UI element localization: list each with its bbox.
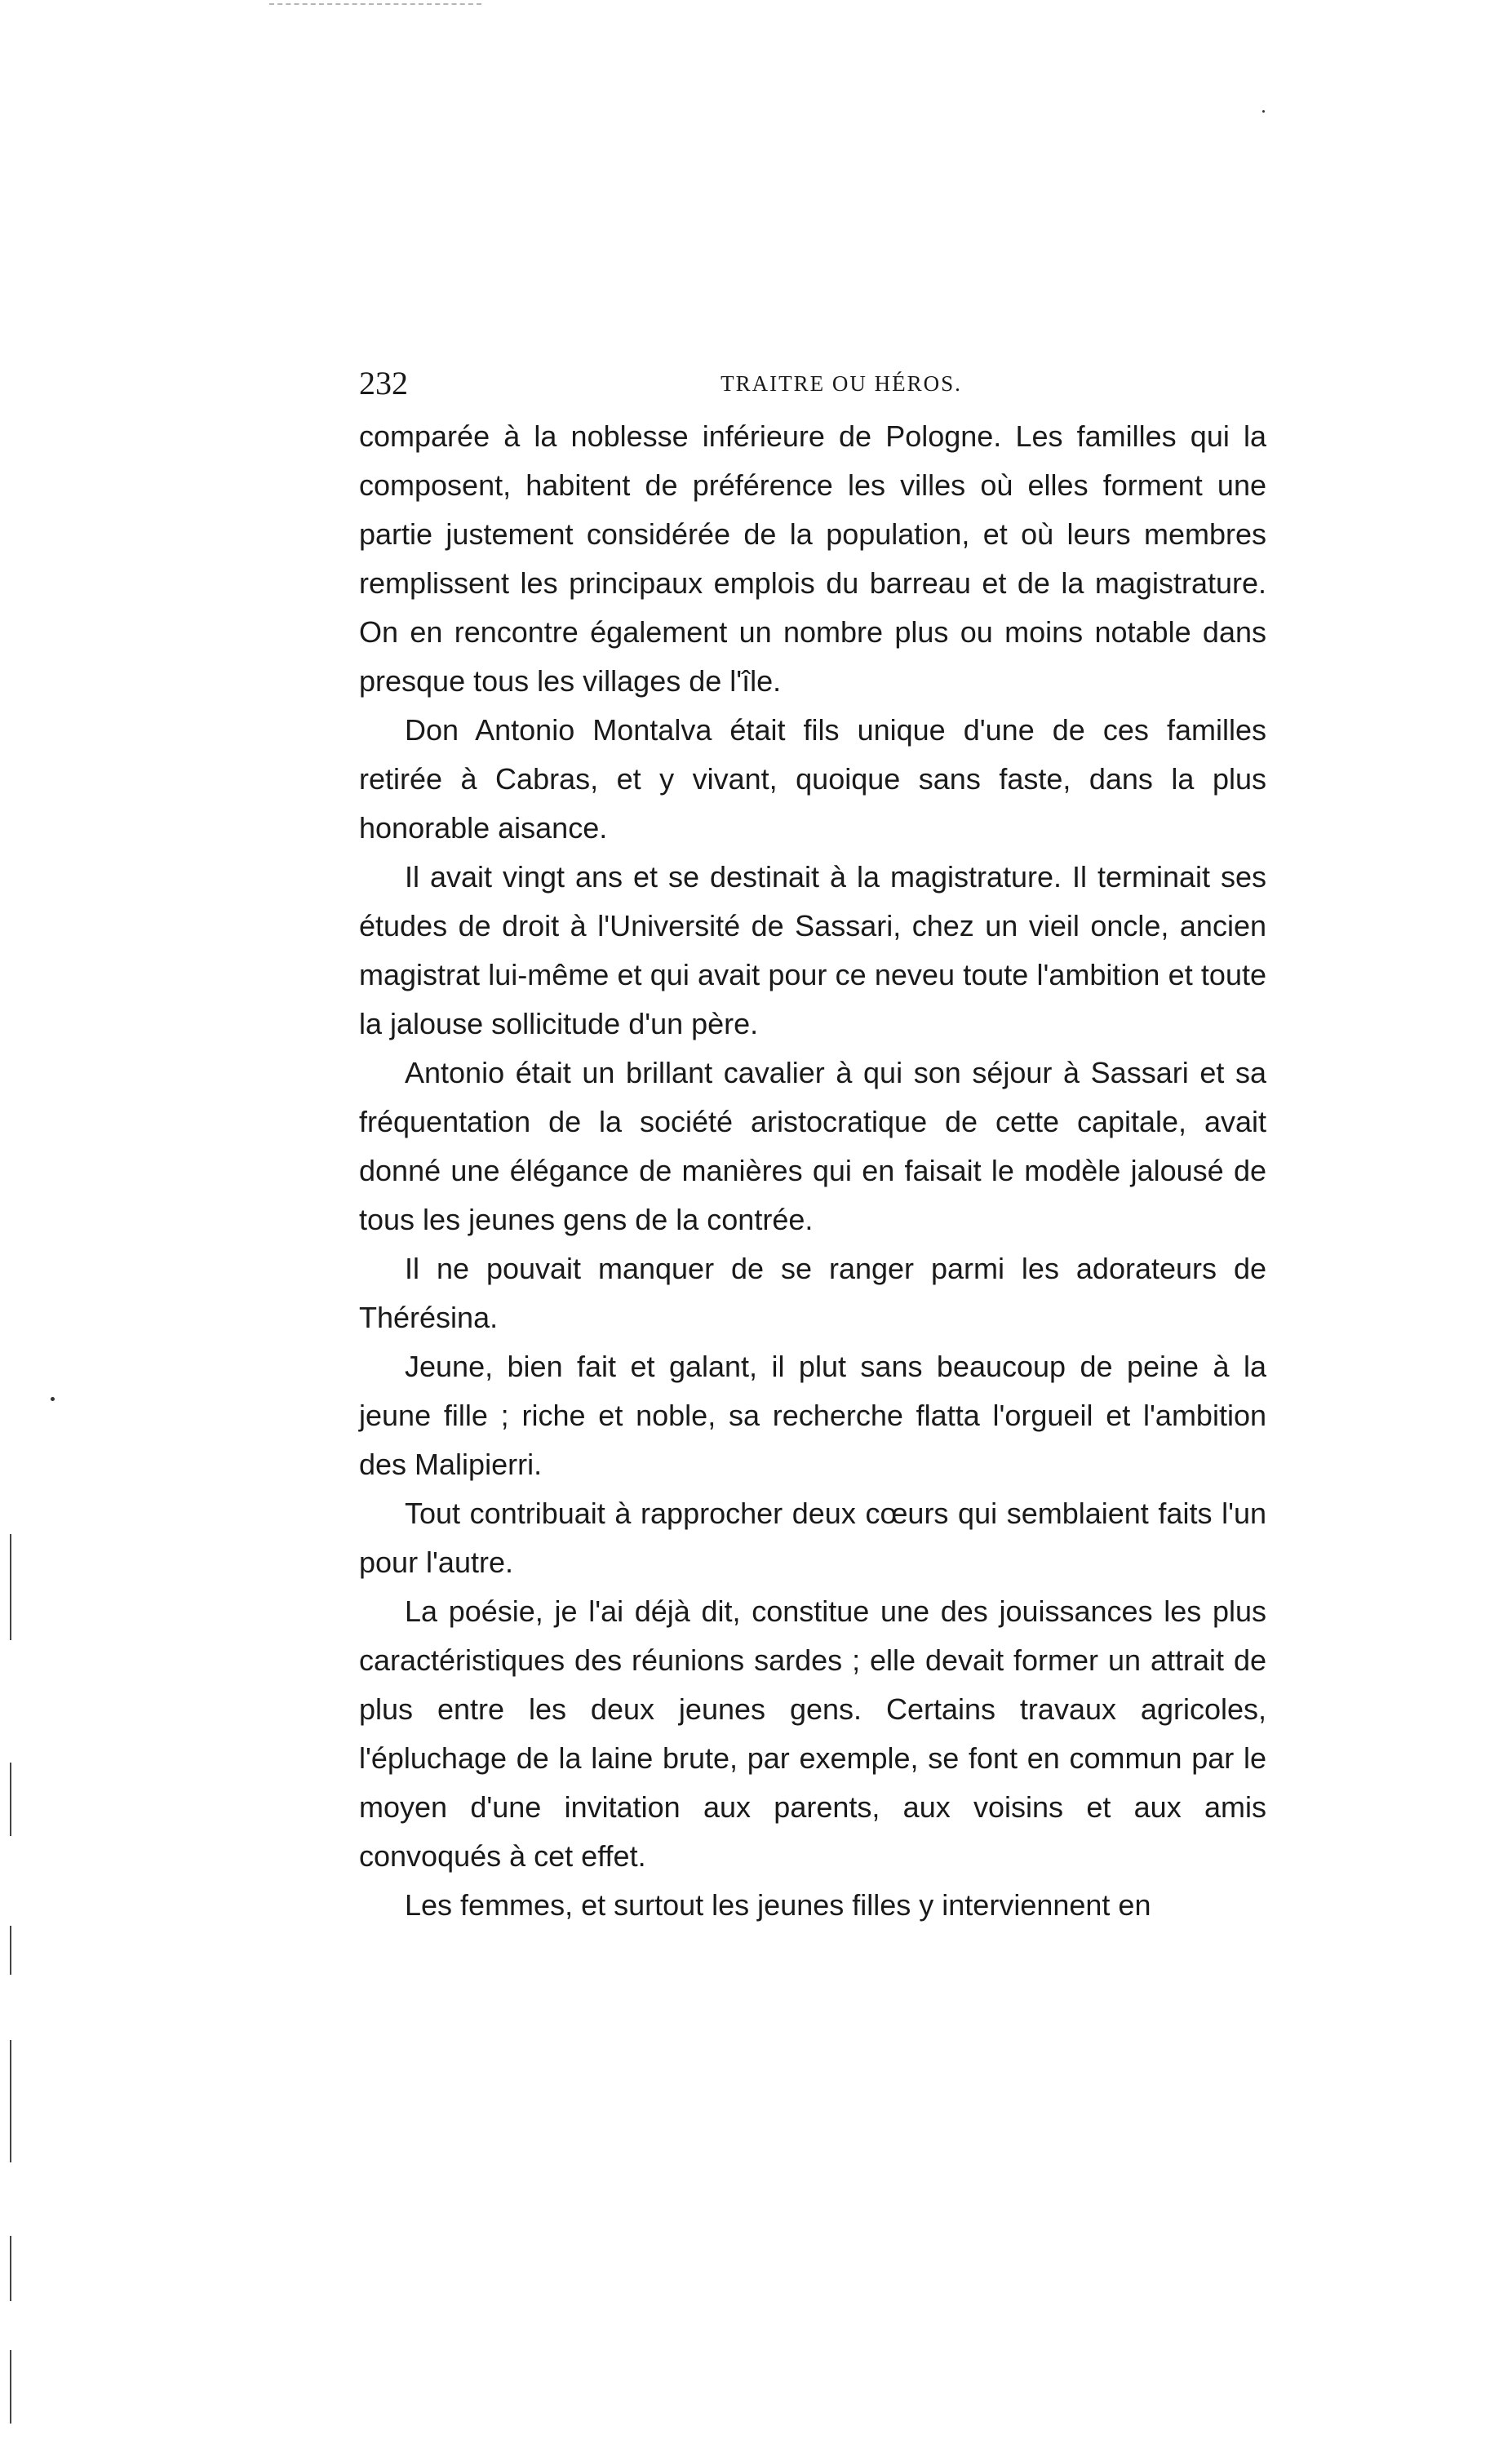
paragraph: Don Antonio Montalva était fils unique d'une de ces familles retirée à Cabras, et y vivant, quoique sans faste, dans la plus honorable aisance. <box>359 713 1266 845</box>
margin-mark <box>10 2040 11 2162</box>
scan-top-rule <box>269 3 481 5</box>
page-header <box>359 359 1266 408</box>
running-title: TRAITRE OU HÉROS. <box>721 371 962 396</box>
body-text <box>359 412 1266 1930</box>
paragraph: Les femmes, et surtout les jeunes filles y interviennent en <box>405 1888 1151 1922</box>
paragraph: La poésie, je l'ai déjà dit, constitue une des jouissances les plus caractéristiques des réunions sardes ; elle devait former un attrait de plus entre les deux jeunes gens. Certains travaux agricoles, l'épluchage de la laine brute, par exemple, se font en commun par le moyen d'une invitation aux parents, aux voisins et aux amis convoqués à cet effet. <box>359 1594 1266 1873</box>
margin-mark <box>10 2236 11 2301</box>
scan-speck <box>1262 110 1265 113</box>
paragraph: Tout contribuait à rapprocher deux cœurs qui semblaient faits l'un pour l'autre. <box>359 1497 1266 1579</box>
page-number: 232 <box>359 365 408 401</box>
scan-speck <box>51 1397 55 1401</box>
margin-mark <box>10 1534 11 1640</box>
paragraph: Antonio était un brillant cavalier à qui son séjour à Sassari et sa fréquentation de la société aristocratique de cette capitale, avait donné une élégance de manières qui en faisait le modèle jalousé de tous les jeunes gens de la contrée. <box>359 1056 1266 1236</box>
paragraph: Jeune, bien fait et galant, il plut sans beaucoup de peine à la jeune fille ; riche et noble, sa recherche flatta l'orgueil et l'ambition des Malipierri. <box>359 1350 1266 1481</box>
paragraph: Il ne pouvait manquer de se ranger parmi les adorateurs de Thérésina. <box>359 1252 1266 1334</box>
margin-mark <box>10 1763 11 1836</box>
margin-mark <box>10 1926 11 1975</box>
paragraph: comparée à la noblesse inférieure de Pologne. Les familles qui la composent, habitent de préférence les villes où elles forment une partie justement considérée de la population, et où leurs membres remplissent les principaux emplois du barreau et de la magistrature. On en rencontre également un nombre plus ou moins notable dans presque tous les villages de l'île. <box>359 419 1266 698</box>
margin-mark <box>10 2350 11 2424</box>
scan-margin-marks <box>10 1534 13 2432</box>
paragraph: Il avait vingt ans et se destinait à la magistrature. Il terminait ses études de droit à l'Université de Sassari, chez un vieil oncle, ancien magistrat lui-même et qui avait pour ce neveu toute l'ambition et toute la jalouse sollicitude d'un père. <box>359 860 1266 1040</box>
